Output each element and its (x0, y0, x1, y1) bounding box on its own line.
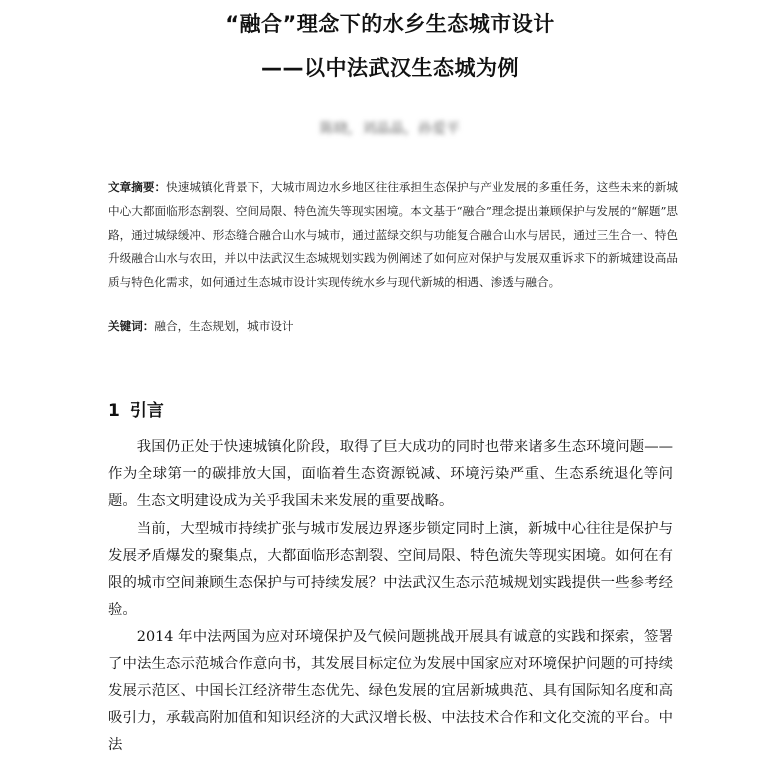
paper-title: “融合”理念下的水乡生态城市设计 (225, 12, 555, 36)
section-number: 1 (108, 401, 120, 421)
keywords-text: 融合，生态规划，城市设计 (154, 319, 294, 333)
body-paragraph: 当前，大型城市持续扩张与城市发展边界逐步锁定同时上演，新城中心往往是保护与发展矛盾爆发的聚集点，大都面临形态割裂、空间局限、特色流失等现实困境。如何在有限的城市空间兼顾生态保护与可持续发展？中法武汉生态示范城规划实践提供一些参考经验。 (108, 521, 673, 618)
body-paragraph: 我国仍正处于快速城镇化阶段，取得了巨大成功的同时也带来诸多生态环境问题——作为全球第一的碳排放大国，面临着生态资源锐减、环境污染严重、生态系统退化等问题。生态文明建设成为关乎我国未来发展的重要战略。 (108, 439, 673, 509)
abstract-label: 文章摘要： (108, 180, 167, 194)
keywords-label: 关键词： (108, 319, 155, 333)
section-heading-introduction (108, 396, 164, 421)
keywords (108, 316, 678, 336)
body-paragraph: 2014 年中法两国为应对环境保护及气候问题挑战开展具有诚意的实践和探索，签署了中法生态示范城合作意向书，其发展目标定位为发展中国家应对环境保护问题的可持续发展示范区、中国长江经济带生态优先、绿色发展的宜居新城典范、具有国际知名度和高吸引力，承载高附加值和知识经济的大武汉增长极、中法技术合作和文化交流的平台。中法 (108, 629, 673, 753)
abstract-text: 快速城镇化背景下，大城市周边水乡地区往往承担生态保护与产业发展的多重任务，这些未来的新城中心大都面临形态割裂、空间局限、特色流失等现实困境。本文基于“融合”理念提出兼顾保护与发展的“解题”思路，通过城绿缓冲、形态缝合融合山水与城市，通过蓝绿交织与功能复合融合山水与居民，通过三生合一、特色升级融合山水与农田，并以中法武汉生态城规划实践为例阐述了如何应对保护与发展双重诉求下的新城建设高品质与特色化需求，如何通过生态城市设计实现传统水乡与现代新城的相遇、渗透与融合。 (108, 180, 678, 290)
author-names-blurred: 陈晓，刘晶晶，孙爱平 (320, 121, 460, 137)
paper-subtitle: ——以中法武汉生态城为例 (261, 56, 519, 80)
abstract (108, 176, 678, 295)
section-title: 引言 (129, 401, 164, 421)
